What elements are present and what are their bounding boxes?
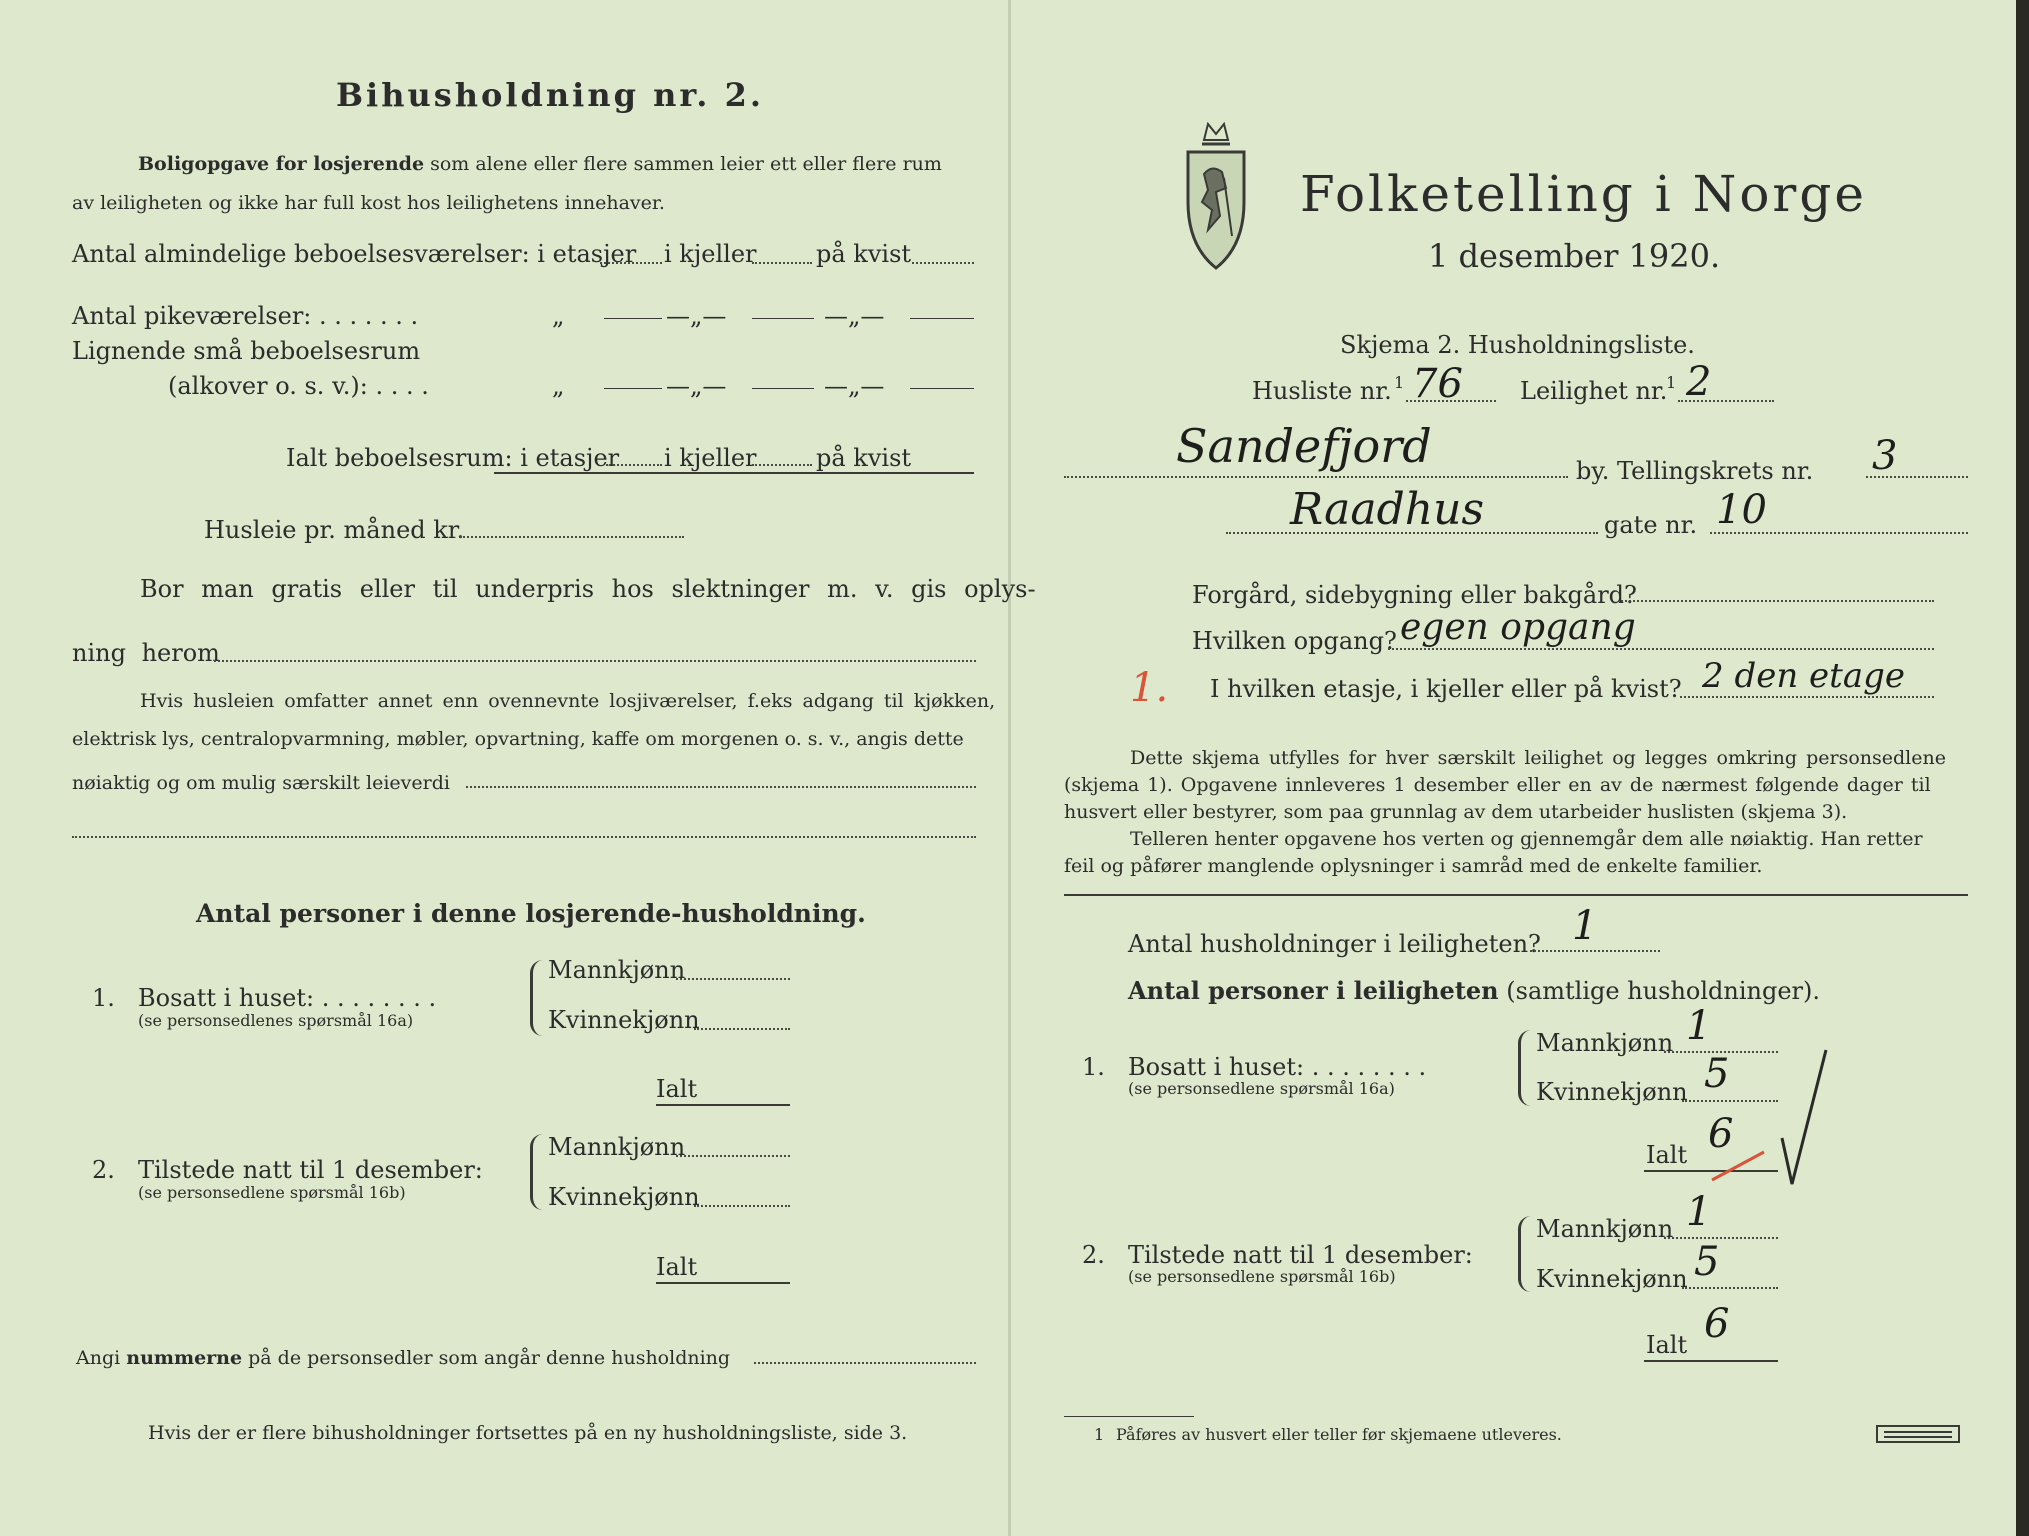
leilighet-value: 2 (1686, 359, 1712, 405)
street-value: Raadhus (1290, 484, 1485, 535)
left-q1-mann-label: Mannkjønn (548, 956, 686, 984)
coat-of-arms-icon (1178, 118, 1254, 274)
ialt-kvist-label: på kvist (816, 444, 912, 472)
lignende-kjeller-line[interactable] (752, 388, 814, 389)
street-line[interactable] (1226, 532, 1598, 534)
right-persons-heading (1128, 976, 1820, 1006)
hush-label: Antal husholdninger i leiligheten? (1128, 930, 1541, 958)
right-q1-label: Bosatt i huset: . . . . . . . . (1128, 1053, 1427, 1081)
right-divider (1064, 894, 1968, 896)
pike-label: Antal pikeværelser: . . . . . . . (72, 302, 419, 330)
right-date: 1 desember 1920. (1428, 237, 1721, 275)
left-intro-bold: Boligopgave for losjerende (138, 153, 425, 175)
husliste-footnote-mark: 1 (1394, 373, 1405, 392)
leieverdi-line-2[interactable] (72, 836, 976, 838)
right-q2-kvinne-value: 5 (1694, 1239, 1720, 1285)
gratis-line1: Bor man gratis eller til underpris hos slektninger m. v. gis oplys- (140, 575, 1036, 603)
etasje-line[interactable] (1680, 696, 1934, 698)
right-persons-bold: Antal personer i leiligheten (1128, 976, 1499, 1005)
pike-etasjer-line[interactable] (604, 318, 662, 319)
gratis-line[interactable] (214, 660, 976, 662)
printer-stamp-icon (1876, 1424, 1960, 1444)
left-title: Bihusholdning nr. 2. (336, 76, 764, 114)
husliste-value: 76 (1412, 361, 1463, 407)
left-q2-kvinne-label: Kvinnekjønn (548, 1183, 700, 1211)
left-q1-sub: (se personsedlenes spørsmål 16a) (138, 1011, 414, 1030)
left-q1-ialt-line[interactable] (656, 1104, 790, 1106)
right-persons-rest: (samtlige husholdninger). (1506, 977, 1821, 1005)
left-q2-num: 2. (92, 1156, 115, 1184)
left-q2-ialt-line[interactable] (656, 1282, 790, 1284)
etasje-value: 2 den etage (1702, 656, 1905, 696)
left-q1-label: Bosatt i huset: . . . . . . . . (138, 984, 437, 1012)
right-q1-mann-value: 1 (1686, 1003, 1712, 1049)
lignende-label-2: (alkover o. s. v.): . . . . (168, 372, 429, 400)
right-q2-brace (1518, 1216, 1531, 1292)
rooms-kvist-line[interactable] (912, 262, 974, 264)
right-title: Folketelling i Norge (1300, 165, 1867, 223)
footnote-rule (1064, 1416, 1194, 1417)
leilighet-label: Leilighet nr. (1520, 377, 1668, 405)
right-q1-kvinne-label: Kvinnekjønn (1536, 1078, 1688, 1106)
opgang-value: egen opgang (1400, 607, 1636, 648)
left-q2-kvinne-line[interactable] (694, 1205, 790, 1207)
rooms-kjeller-line[interactable] (752, 262, 812, 264)
rooms-label: Antal almindelige beboelsesværelser: i etasjer (72, 240, 637, 268)
left-q2-label: Tilstede natt til 1 desember: (138, 1156, 483, 1184)
krets-value: 3 (1872, 433, 1898, 479)
pike-ditto-3: —„— (824, 302, 885, 330)
left-q2-sub: (se personsedlene spørsmål 16b) (138, 1183, 406, 1202)
note-line1: Hvis husleien omfatter annet enn ovennevnte losjiværelser, f.eks adgang til kjøkken, (140, 690, 996, 712)
ialt-rooms-label: Ialt beboelsesrum: i etasjer (286, 444, 620, 472)
right-q2-ialt-line[interactable] (1644, 1360, 1778, 1362)
instr-line3: husvert eller bestyrer, som paa grunnlag av dem utarbeider huslisten (skjema 3). (1064, 801, 1848, 823)
rooms-kjeller-label: i kjeller (664, 240, 757, 268)
lignende-ditto-1: „ (552, 372, 565, 400)
right-q2-kvinne-label: Kvinnekjønn (1536, 1265, 1688, 1293)
right-q2-label: Tilstede natt til 1 desember: (1128, 1241, 1473, 1269)
left-intro-line2: av leiligheten og ikke har full kost hos leilighetens innehaver. (72, 192, 665, 214)
pike-kvist-line[interactable] (910, 318, 974, 319)
opgang-line[interactable] (1388, 648, 1934, 650)
right-q1-brace (1518, 1030, 1531, 1106)
left-q1-brace (530, 960, 543, 1036)
husleie-line[interactable] (460, 536, 684, 538)
pike-ditto-2: —„— (666, 302, 727, 330)
instr-line2: (skjema 1). Opgavene innleveres 1 desember eller en av de nærmest følgende dager til (1064, 774, 1931, 796)
right-q2-ialt-label: Ialt (1646, 1331, 1688, 1359)
left-q1-num: 1. (92, 984, 115, 1012)
note-line2: elektrisk lys, centralopvarmning, møbler, opvartning, kaffe om morgenen o. s. v., angis dette (72, 728, 964, 750)
left-q2-brace (530, 1134, 543, 1210)
left-intro-rest: som alene eller flere sammen leier ett eller flere rum (430, 153, 942, 175)
right-q1-sub: (se personsedlene spørsmål 16a) (1128, 1079, 1395, 1098)
red-margin-mark: 1. (1130, 665, 1169, 711)
leilighet-footnote-mark: 1 (1666, 373, 1677, 392)
opgang-label: Hvilken opgang? (1192, 627, 1397, 655)
pike-kjeller-line[interactable] (752, 318, 814, 319)
right-q2-kvinne-line[interactable] (1682, 1287, 1778, 1289)
forgaard-label: Forgård, sidebygning eller bakgård? (1192, 581, 1637, 609)
angi-text-2: på de personsedler som angår denne husholdning (248, 1347, 731, 1369)
lignende-ditto-3: —„— (824, 372, 885, 400)
etasje-label: I hvilken etasje, i kjeller eller på kvist? (1210, 675, 1682, 703)
instr-line4: Telleren henter opgavene hos verten og gjennemgår dem alle nøiaktig. Han retter (1130, 828, 1923, 850)
left-persons-heading: Antal personer i denne losjerende-husholdning. (196, 899, 866, 928)
city-line[interactable] (1064, 476, 1568, 478)
ialt-kjeller-label: i kjeller (664, 444, 757, 472)
leieverdi-line[interactable] (466, 786, 976, 788)
lignende-ditto-2: —„— (666, 372, 727, 400)
ialt-etasjer-line[interactable] (606, 464, 662, 466)
husleie-label: Husleie pr. måned kr. (204, 516, 465, 544)
leilighet-line[interactable] (1678, 400, 1774, 402)
ialt-kjeller-line[interactable] (752, 464, 812, 466)
right-q1-kvinne-value: 5 (1704, 1051, 1730, 1097)
right-q1-ialt-value: 6 (1708, 1111, 1734, 1157)
right-q2-ialt-value: 6 (1704, 1301, 1730, 1347)
hush-value: 1 (1572, 903, 1598, 949)
gate-label: gate nr. (1604, 511, 1698, 539)
page-fold (1008, 0, 1011, 1536)
left-q2-mann-line[interactable] (676, 1155, 790, 1157)
right-q2-num: 2. (1082, 1241, 1105, 1269)
rooms-kvist-label: på kvist (816, 240, 912, 268)
note-line3: nøiaktig og om mulig særskilt leieverdi (72, 772, 450, 794)
krets-line[interactable] (1866, 476, 1968, 478)
husliste-label: Husliste nr. (1252, 377, 1392, 405)
instr-line5: feil og påfører manglende oplysninger i samråd med de enkelte familier. (1064, 855, 1763, 877)
left-q1-kvinne-label: Kvinnekjønn (548, 1006, 700, 1034)
angi-line-field[interactable] (754, 1362, 976, 1364)
gate-line[interactable] (1710, 532, 1968, 534)
left-q1-ialt-label: Ialt (656, 1075, 698, 1103)
left-footer: Hvis der er flere bihusholdninger fortsettes på en ny husholdningsliste, side 3. (148, 1422, 908, 1444)
forgaard-line[interactable] (1618, 600, 1934, 602)
left-q1-mann-line[interactable] (676, 978, 790, 980)
gate-value: 10 (1716, 487, 1767, 533)
right-q2-mann-line[interactable] (1664, 1237, 1778, 1239)
lignende-kvist-line[interactable] (910, 388, 974, 389)
hush-line[interactable] (1530, 950, 1660, 952)
husliste-line[interactable] (1406, 400, 1496, 402)
angi-text-1: Angi (76, 1347, 121, 1369)
scan-edge (2016, 0, 2029, 1536)
gratis-line2: ning herom (72, 639, 220, 667)
rooms-etasjer-line[interactable] (600, 262, 662, 264)
left-q1-kvinne-line[interactable] (694, 1028, 790, 1030)
instr-line1: Dette skjema utfylles for hver særskilt leilighet og legges omkring personsedlene (1130, 747, 1946, 769)
left-q2-mann-label: Mannkjønn (548, 1133, 686, 1161)
right-q2-mann-value: 1 (1686, 1189, 1712, 1235)
left-q2-ialt-label: Ialt (656, 1253, 698, 1281)
schema-label: Skjema 2. Husholdningsliste. (1340, 331, 1695, 359)
right-q2-mann-label: Mannkjønn (1536, 1215, 1674, 1243)
by-tellingskrets-label: by. Tellingskrets nr. (1576, 457, 1814, 485)
city-value: Sandefjord (1176, 419, 1432, 473)
angi-bold: nummerne (126, 1347, 243, 1369)
lignende-etasjer-line[interactable] (604, 388, 662, 389)
checkmark-icon (1700, 1040, 1840, 1190)
left-intro-line1 (138, 151, 942, 177)
right-q1-ialt-label: Ialt (1646, 1141, 1688, 1169)
angi-line (76, 1345, 730, 1371)
right-q2-sub: (se personsedlene spørsmål 16b) (1128, 1267, 1396, 1286)
pike-ditto-1: „ (552, 302, 565, 330)
right-q1-mann-label: Mannkjønn (1536, 1029, 1674, 1057)
lignende-label-1: Lignende små beboelsesrum (72, 337, 421, 365)
right-q1-num: 1. (1082, 1053, 1105, 1081)
footnote-text: Påføres av husvert eller teller før skjemaene utleveres. (1116, 1425, 1562, 1444)
footnote-mark: 1 (1094, 1425, 1105, 1444)
